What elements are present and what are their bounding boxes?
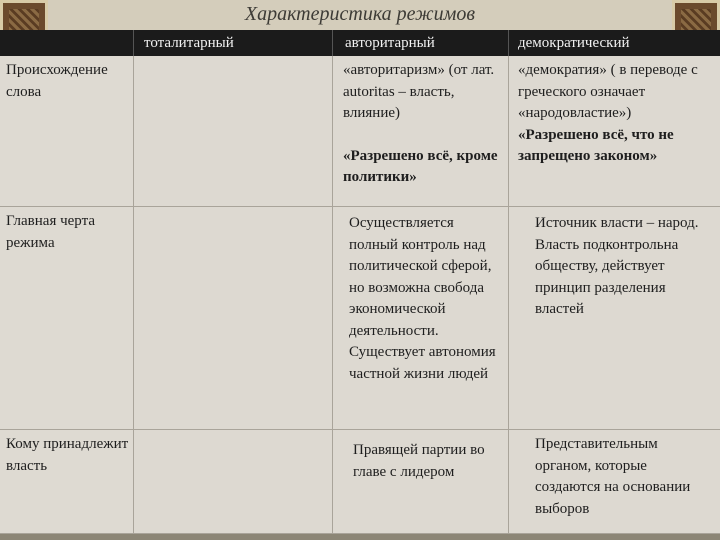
cell-totalitarian-power-holder xyxy=(134,430,333,534)
cell-totalitarian-origin xyxy=(134,56,333,207)
row-label-main-feature: Главная черта режима xyxy=(0,207,134,430)
authoritarian-motto: «Разрешено всё, кроме политики» xyxy=(343,147,498,185)
cell-authoritarian-main-feature: Осуществляется полный контроль над политической сферой, но возможна свобода экономической деятельности. Существует автономия частной жизни людей xyxy=(333,207,509,430)
cell-authoritarian-power-holder: Правящей партии во главе с лидером xyxy=(333,430,509,534)
cell-democratic-main-feature: Источник власти – народ. Власть подконтрольна обществу, действует принцип разделения властей xyxy=(509,207,720,430)
header-authoritarian: авторитарный xyxy=(333,30,509,56)
page-title: Характеристика режимов xyxy=(244,3,476,25)
democratic-motto: «Разрешено всё, что не запрещено законом» xyxy=(518,126,674,164)
header-totalitarian: тоталитарный xyxy=(134,30,333,56)
cell-democratic-origin xyxy=(509,56,720,207)
regimes-table xyxy=(0,30,720,534)
header-empty xyxy=(0,30,134,56)
democratic-origin-text: «демократия» ( в переводе с греческого означает «народовластие») xyxy=(518,62,698,121)
spacer xyxy=(343,125,500,146)
cell-totalitarian-main-feature xyxy=(134,207,333,430)
row-label-power-holder: Кому принадлежит власть xyxy=(0,430,134,534)
bottom-band xyxy=(0,534,720,540)
header-democratic: демократический xyxy=(509,30,720,56)
cell-authoritarian-origin xyxy=(333,56,509,207)
authoritarian-origin-text: «авторитаризм» (от лат. autoritas – власть, влияние) xyxy=(343,62,495,121)
row-label-origin: Происхождение слова xyxy=(0,56,134,207)
cell-democratic-power-holder: Представительным органом, которые создаются на основании выборов xyxy=(509,430,720,534)
